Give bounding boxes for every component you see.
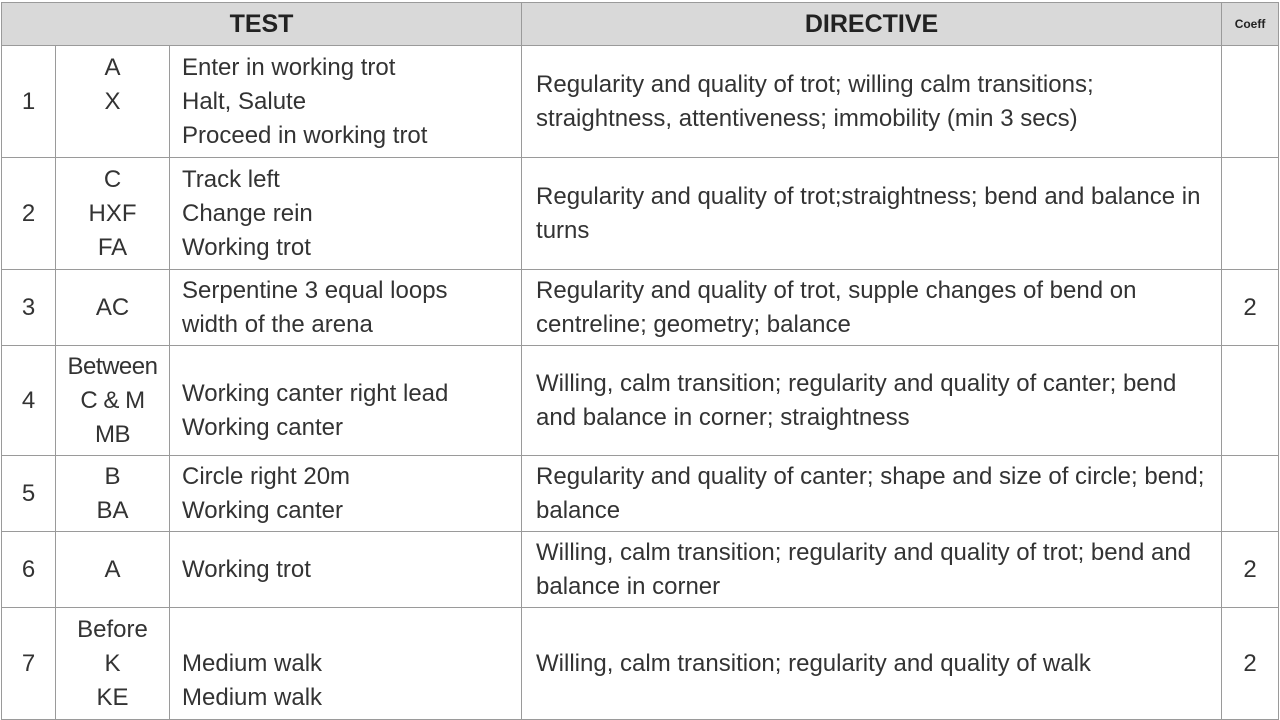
movement-line: Serpentine 3 equal loops: [182, 276, 448, 304]
directive-text: Willing, calm transition; regularity and quality of canter; bend and balance in corner; straightness: [522, 346, 1222, 456]
table-row: [2, 532, 1279, 608]
directive-text: Willing, calm transition; regularity and quality of walk: [522, 608, 1222, 720]
test-column-header: TEST: [2, 3, 522, 46]
coefficient-value: [1222, 46, 1279, 158]
table-row: [2, 608, 1279, 720]
arena-letter: X: [104, 87, 121, 115]
arena-letter: BA: [96, 496, 129, 524]
coefficient-value: 2: [1222, 608, 1279, 720]
table-header-row: [2, 3, 1279, 46]
table-row: [2, 158, 1279, 270]
arena-letter: [56, 119, 169, 153]
movement-line: Medium walk: [182, 683, 323, 711]
arena-letter: FA: [97, 233, 128, 261]
movement-line: Working canter right lead: [182, 379, 449, 407]
movement-description: [170, 608, 522, 720]
movement-number: 2: [2, 158, 56, 270]
movement-line: Enter in working trot: [182, 53, 396, 81]
directive-column-header: DIRECTIVE: [522, 3, 1222, 46]
arena-letter: A: [104, 555, 121, 583]
table-row: [2, 46, 1279, 158]
movement-line: Halt, Salute: [182, 87, 307, 115]
arena-letters: [56, 456, 170, 532]
arena-letter: AC: [95, 293, 130, 321]
coefficient-value: [1222, 158, 1279, 270]
movement-description: [170, 532, 522, 608]
movement-line: Working trot: [182, 233, 311, 261]
movement-description: [170, 158, 522, 270]
directive-text: Regularity and quality of canter; shape and size of circle; bend; balance: [522, 456, 1222, 532]
arena-letter: MB: [95, 420, 130, 448]
movement-description: [170, 346, 522, 456]
arena-letter: K: [104, 649, 121, 677]
movement-number: 4: [2, 346, 56, 456]
directive-text: Willing, calm transition; regularity and quality of trot; bend and balance in corner: [522, 532, 1222, 608]
movement-line: Working canter: [182, 496, 343, 524]
movement-line: Track left: [182, 165, 280, 193]
coefficient-value: [1222, 456, 1279, 532]
directive-text: Regularity and quality of trot, supple changes of bend on centreline; geometry; balance: [522, 270, 1222, 346]
directive-text: Regularity and quality of trot; willing calm transitions; straightness, attentiveness; immobility (min 3 secs): [522, 46, 1222, 158]
arena-letters: [56, 608, 170, 720]
coefficient-value: 2: [1222, 532, 1279, 608]
arena-letters: [56, 46, 170, 158]
table-row: [2, 456, 1279, 532]
movement-line: Circle right 20m: [182, 462, 351, 490]
movement-number: 5: [2, 456, 56, 532]
arena-letters: [56, 346, 170, 456]
arena-letter: A: [104, 53, 121, 81]
arena-letter: KE: [96, 683, 129, 711]
arena-letter: B: [104, 462, 121, 490]
movement-number: 1: [2, 46, 56, 158]
movement-number: 6: [2, 532, 56, 608]
arena-letter: Before: [77, 615, 148, 643]
arena-letters: [56, 270, 170, 346]
movement-line: Working trot: [182, 555, 311, 583]
directive-text: Regularity and quality of trot;straightness; bend and balance in turns: [522, 158, 1222, 270]
movement-line: Working canter: [182, 413, 343, 441]
movement-description: [170, 270, 522, 346]
movement-line: Medium walk: [182, 649, 323, 677]
movement-line: Proceed in working trot: [182, 121, 428, 149]
coeff-column-header: Coeff: [1222, 3, 1279, 46]
arena-letters: [56, 158, 170, 270]
movement-description: [170, 46, 522, 158]
coefficient-value: [1222, 346, 1279, 456]
movement-description: [170, 456, 522, 532]
arena-letter: HXF: [88, 199, 137, 227]
movement-number: 3: [2, 270, 56, 346]
movement-line: Change rein: [182, 199, 313, 227]
movement-number: 7: [2, 608, 56, 720]
arena-letter: C: [103, 165, 122, 193]
movement-line: width of the arena: [182, 310, 373, 338]
table-row: [2, 270, 1279, 346]
arena-letters: [56, 532, 170, 608]
table-row: [2, 346, 1279, 456]
arena-letter: Between: [67, 352, 158, 380]
coefficient-value: 2: [1222, 270, 1279, 346]
arena-letter: C & M: [80, 386, 145, 414]
dressage-test-table: [1, 2, 1279, 720]
